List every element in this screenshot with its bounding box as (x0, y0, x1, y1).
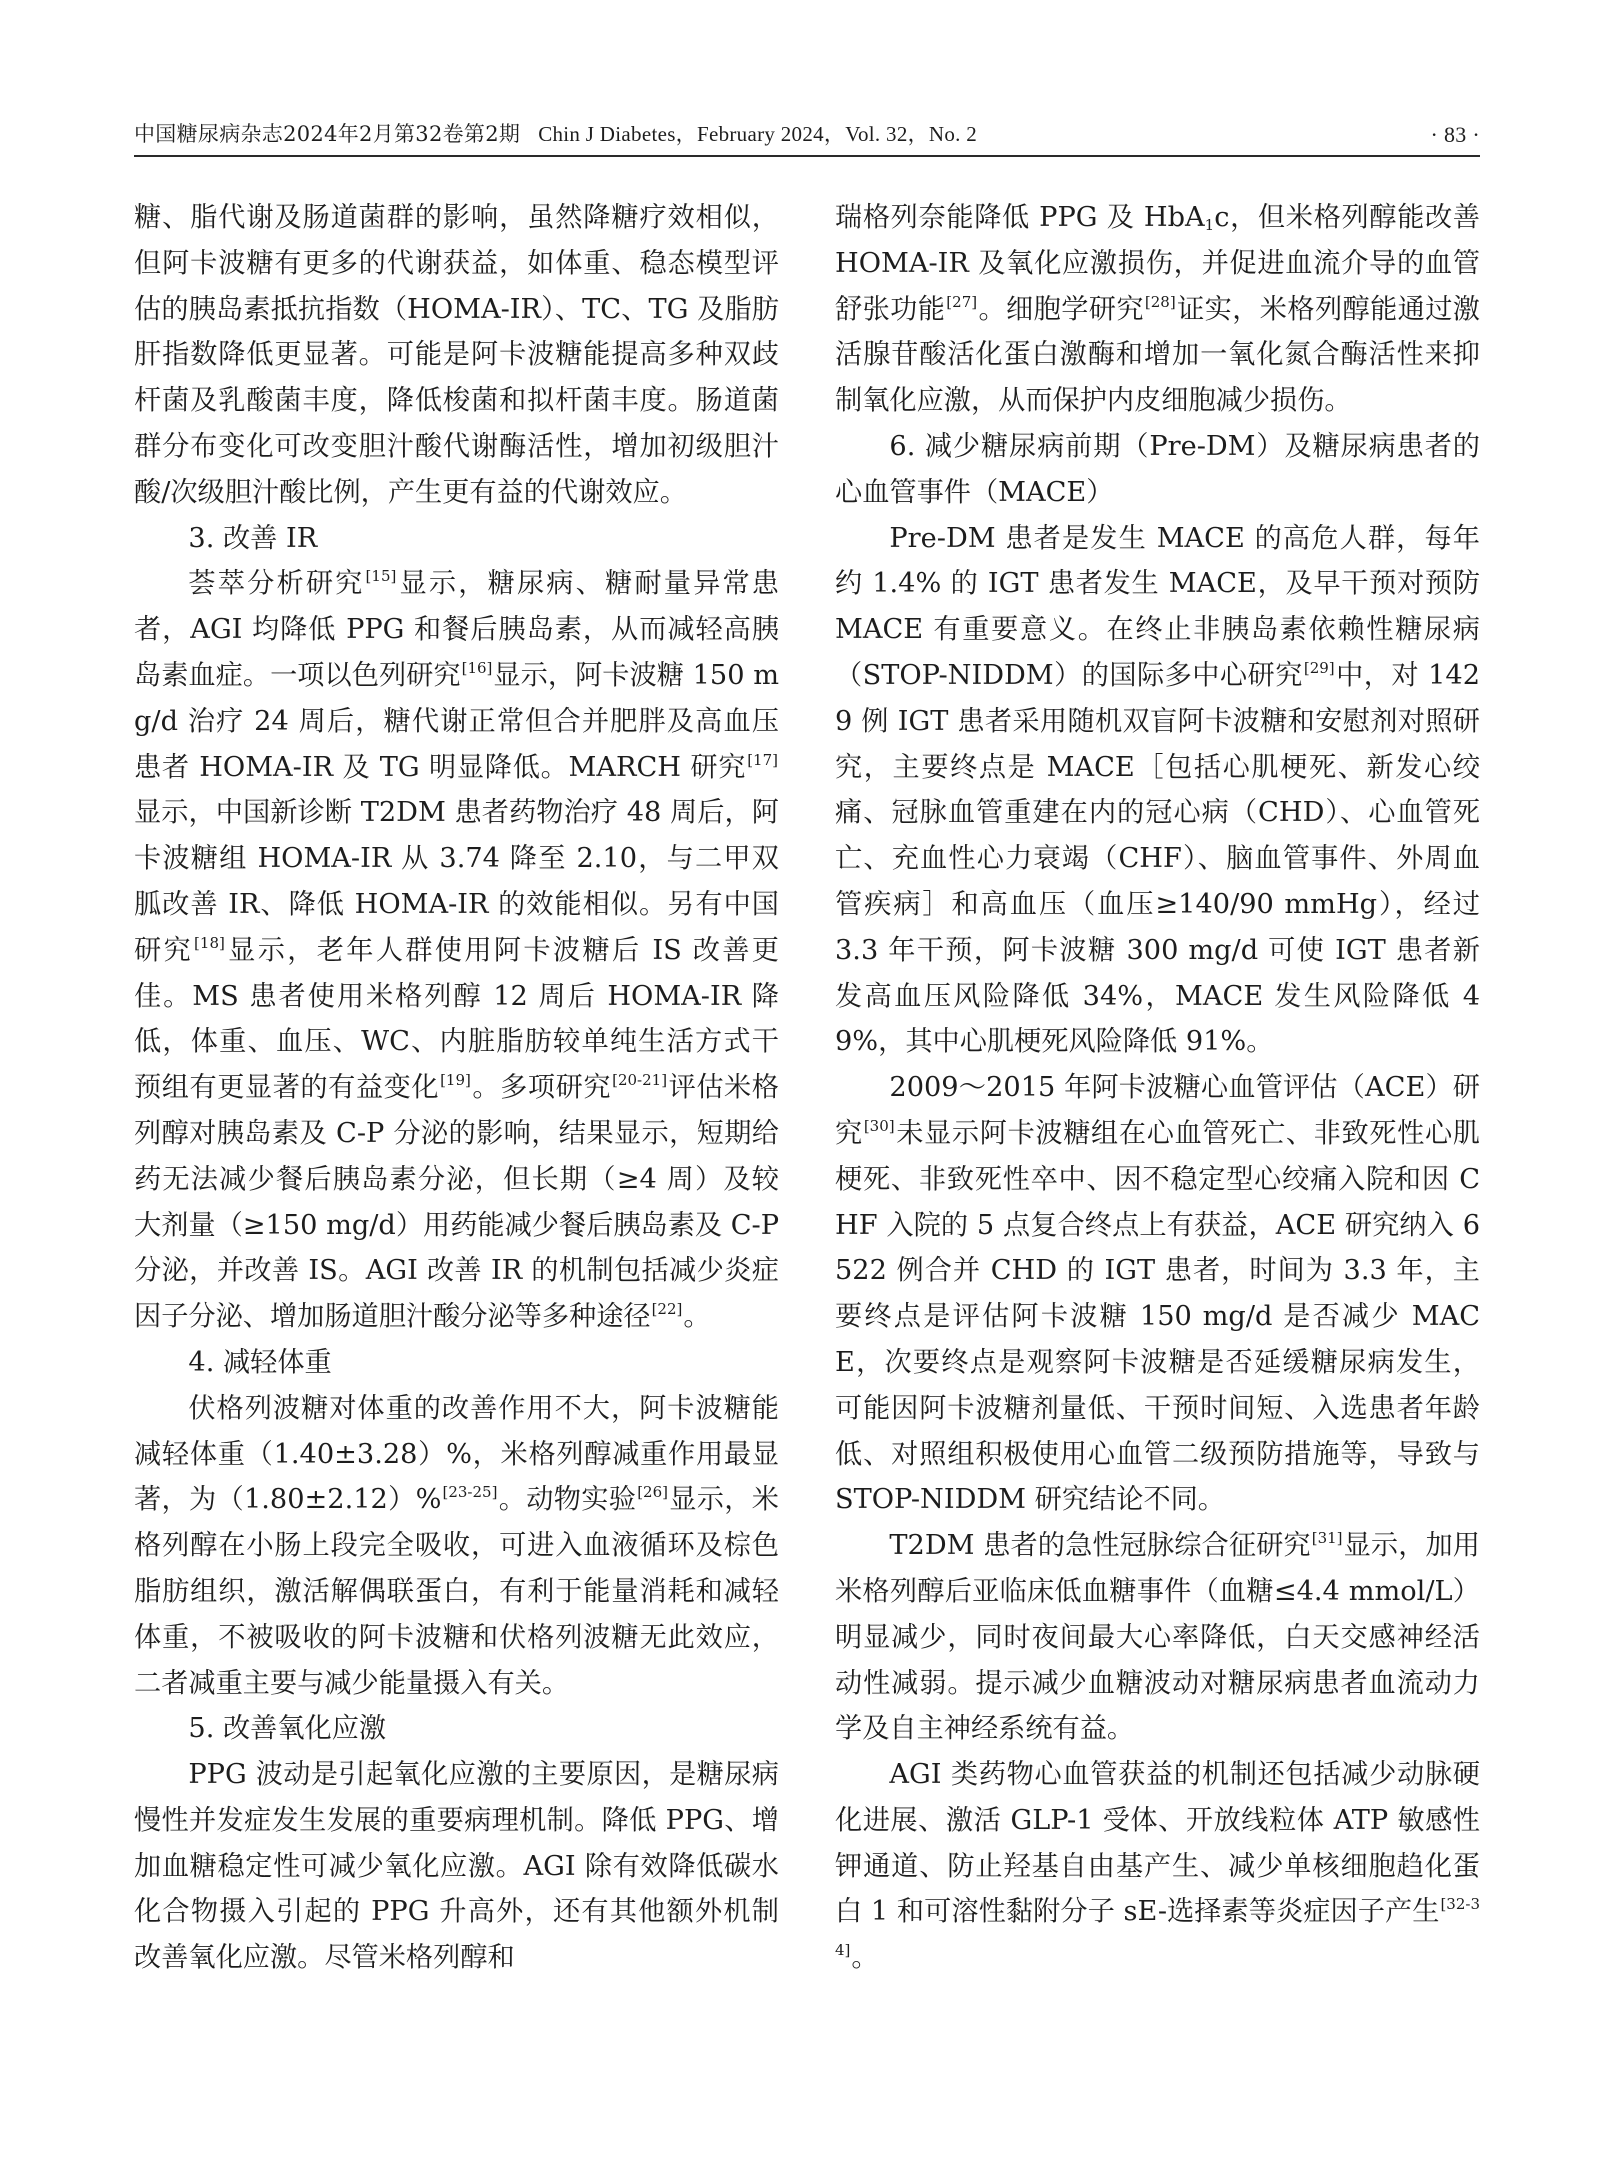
journal-name-en: Chin J Diabetes，February 2024，Vol. 32，No. 2 (538, 122, 978, 146)
citation-ref[interactable]: [19] (440, 1071, 471, 1090)
paragraph-oxidative-stress-cont: 瑞格列奈能降低 PPG 及 HbA$_1$c，但米格列醇能改善 HOMA-IR 及氧化应激损伤，并促进血流介导的血管舒张功能[27]。细胞学研究[28]证实，米格列醇能通过激活腺苷酸活化蛋白激酶和增加一氧化氮合酶活性来抑制氧化应激，从而保护内皮细胞减少损伤。 (835, 202, 1480, 417)
citation-ref[interactable]: [32-34] (835, 1895, 1480, 1960)
citation-ref[interactable]: [23-25] (442, 1483, 498, 1502)
header-rule (134, 155, 1480, 157)
section-heading-improve-ir: 3. 改善 IR (188, 522, 318, 554)
citation-ref[interactable]: [20-21] (612, 1071, 668, 1090)
citation-ref[interactable]: [22] (651, 1300, 683, 1319)
section-heading-weight-loss: 4. 减轻体重 (188, 1346, 332, 1378)
citation-ref[interactable]: [17] (747, 750, 778, 769)
paragraph-weight-loss: 伏格列波糖对体重的改善作用不大，阿卡波糖能减轻体重（1.40±3.28）%，米格列醇减重作用最显著，为（1.80±2.12）%[23-25]。动物实验[26]显示，米格列醇在小肠上段完全吸收，可进入血液循环及棕色脂肪组织，激活解偶联蛋白，有利于能量消耗和减轻体重，不被吸收的阿卡波糖和伏格列波糖无此效应，二者减重主要与减少能量摄入有关。 (134, 1392, 779, 1699)
paragraph-improve-ir: 荟萃分析研究[15]显示，糖尿病、糖耐量异常患者，AGI 均降低 PPG 和餐后胰岛素，从而减轻高胰岛素血症。一项以色列研究[16]显示，阿卡波糖 150 mg/d 治疗 24 周后，糖代谢正常但合并肥胖及高血压患者 HOMA-IR 及 TG 明显降低。MARCH 研究[17]显示，中国新诊断 T2DM 患者药物治疗 48 周后，阿卡波糖组 HOMA-IR 从 3.74 降至 2.10，与二甲双胍改善 IR、降低 HOMA-IR 的效能相似。另有中国研究[18]显示，老年人群使用阿卡波糖后 IS 改善更佳。MS 患者使用米格列醇 12 周后 HOMA-IR 降低，体重、血压、WC、内脏脂肪较单纯生活方式干预组有更显著的有益变化[19]。多项研究[20-21]评估米格列醇对胰岛素及 C-P 分泌的影响，结果显示，短期给药无法减少餐后胰岛素分泌，但长期（≥4 周）及较大剂量（≥150 mg/d）用药能减少餐后胰岛素及 C-P 分泌，并改善 IS。AGI 改善 IR 的机制包括减少炎症因子分泌、增加肠道胆汁酸分泌等多种途径[22]。 (134, 567, 779, 1333)
citation-ref[interactable]: [27] (946, 292, 978, 311)
citation-ref[interactable]: [16] (461, 658, 493, 677)
citation-ref[interactable]: [26] (637, 1483, 668, 1502)
section-heading-mace: 6. 减少糖尿病前期（Pre-DM）及糖尿病患者的心血管事件（MACE） (835, 430, 1480, 508)
page-number: · 83 · (1430, 122, 1480, 147)
journal-citation (134, 118, 977, 148)
left-column (134, 195, 779, 1981)
citation-ref[interactable]: [29] (1303, 658, 1335, 677)
paragraph-cv-mechanism: AGI 类药物心血管获益的机制还包括减少动脉硬化进展、激活 GLP-1 受体、开放线粒体 ATP 敏感性钾通道、防止羟基自由基产生、减少单核细胞趋化蛋白 1 和可溶性黏附分子 sE-选择素等炎症因子产生[32-34]。 (835, 1759, 1480, 1974)
paragraph-acs-study: T2DM 患者的急性冠脉综合征研究[31]显示，加用米格列醇后亚临床低血糖事件（血糖≤4.4 mmol/L）明显减少，同时夜间最大心率降低，白天交感神经活动性减弱。提示减少血糖波动对糖尿病患者血流动力学及自主神经系统有益。 (835, 1529, 1480, 1745)
citation-ref[interactable]: [15] (365, 567, 397, 586)
running-header (134, 108, 1480, 148)
citation-ref[interactable]: [28] (1144, 292, 1176, 311)
right-column (835, 195, 1480, 1981)
paragraph-oxidative-stress: PPG 波动是引起氧化应激的主要原因，是糖尿病慢性并发症发生发展的重要病理机制。降低 PPG、增加血糖稳定性可减少氧化应激。AGI 除有效降低碳水化合物摄入引起的 PPG 升高外，还有其他额外机制改善氧化应激。尽管米格列醇和 (134, 1759, 779, 1974)
citation-ref[interactable]: [18] (194, 933, 225, 952)
paragraph-stop-niddm: Pre-DM 患者是发生 MACE 的高危人群，每年约 1.4% 的 IGT 患者发生 MACE，及早干预对预防 MACE 有重要意义。在终止非胰岛素依赖性糖尿病（STOP-NIDDM）的国际多中心研究[29]中，对 1429 例 IGT 患者采用随机双盲阿卡波糖和安慰剂对照研究，主要终点是 MACE［包括心肌梗死、新发心绞痛、冠脉血管重建在内的冠心病（CHD）、心血管死亡、充血性心力衰竭（CHF）、脑血管事件、外周血管疾病］和高血压（血压≥140/90 mmHg），经过 3.3 年干预，阿卡波糖 300 mg/d 可使 IGT 患者新发高血压风险降低 34%，MACE 发生风险降低 49%，其中心肌梗死风险降低 91%。 (835, 522, 1480, 1058)
paragraph-gut-microbiota: 糖、脂代谢及肠道菌群的影响，虽然降糖疗效相似，但阿卡波糖有更多的代谢获益，如体重、稳态模型评估的胰岛素抵抗指数（HOMA-IR）、TC、TG 及脂肪肝指数降低更显著。可能是阿卡波糖能提高多种双歧杆菌及乳酸菌丰度，降低梭菌和拟杆菌丰度。肠道菌群分布变化可改变胆汁酸代谢酶活性，增加初级胆汁酸/次级胆汁酸比例，产生更有益的代谢效应。 (134, 202, 779, 508)
citation-ref[interactable]: [30] (863, 1116, 895, 1135)
journal-name-cn: 中国糖尿病杂志2024年2月第32卷第2期 (134, 122, 521, 146)
section-heading-oxidative-stress: 5. 改善氧化应激 (188, 1713, 387, 1745)
citation-ref[interactable]: [31] (1311, 1529, 1343, 1548)
paragraph-ace-study: 2009～2015 年阿卡波糖心血管评估（ACE）研究[30]未显示阿卡波糖组在心血管死亡、非致死性心肌梗死、非致死性卒中、因不稳定型心绞痛入院和因 CHF 入院的 5 点复合终点上有获益，ACE 研究纳入 6522 例合并 CHD 的 IGT 患者，时间为 3.3 年，主要终点是评估阿卡波糖 150 mg/d 是否减少 MACE，次要终点是观察阿卡波糖是否延缓糖尿病发生，可能因阿卡波糖剂量低、干预时间短、入选患者年龄低、对照组积极使用心血管二级预防措施等，导致与 STOP-NIDDM 研究结论不同。 (835, 1072, 1480, 1516)
